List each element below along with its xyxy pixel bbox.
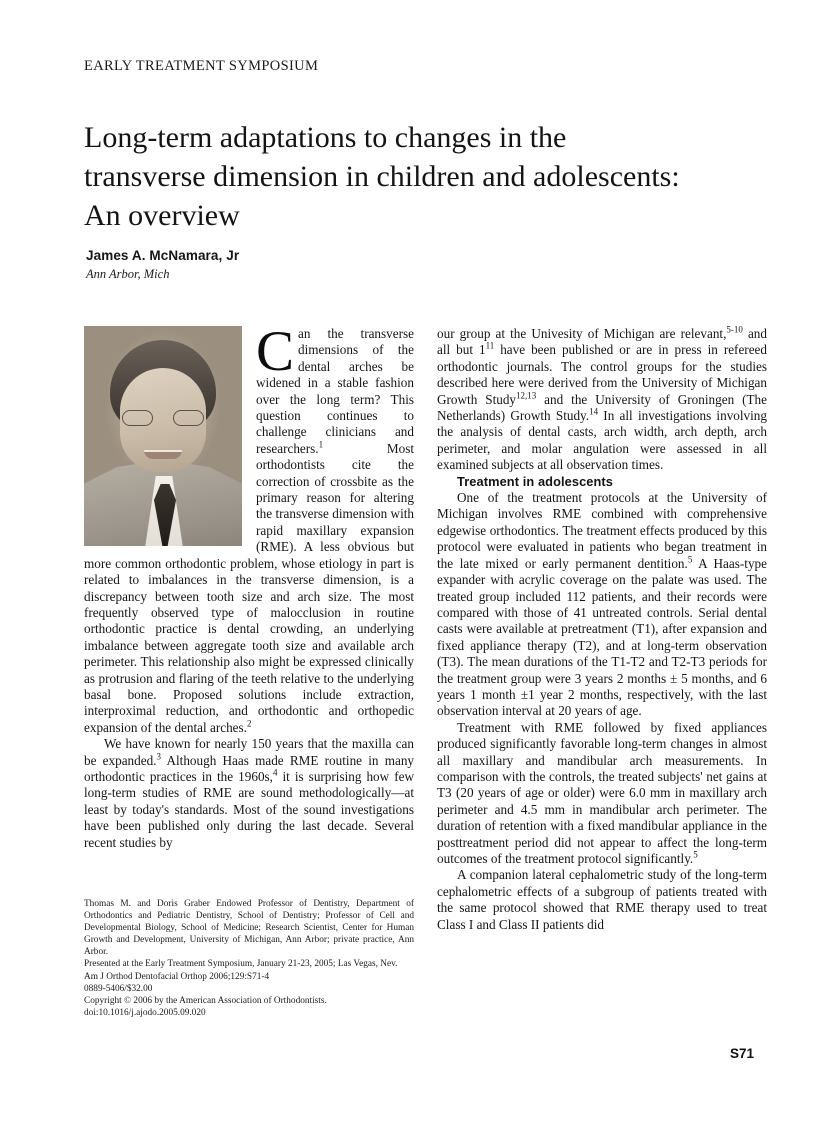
footnote-copyright: Copyright © 2006 by the American Association of Orthodontists. — [84, 995, 327, 1006]
paragraph-results — [437, 720, 767, 868]
body-column-right — [437, 326, 767, 933]
paragraph-results-text-a: Treatment with RME followed by fixed appliances produced significantly favorable long-term changes in almost all maxillary and mandibular arch measurements. In comparison with the controls, the treated subjects' net gains at T3 (20 years of age or older) were 6.0 mm in maxillary arch perimeter and 4.5 mm in mandibular arch perimeter. The duration of retention with a fixed mandibular appliance in the posttreatment period did not appear to affect the long-term outcomes of the treatment protocol significantly. — [437, 719, 767, 866]
paragraph-studies-text-b: and all but 1 — [437, 326, 767, 358]
eyeglasses-icon — [122, 410, 204, 427]
footnote-block — [84, 898, 414, 1019]
citation-ref-5-10: 5-10 — [726, 324, 743, 335]
paragraph-opening-text-cont: Most orthodontists cite the correction of crossbite as the primary reason for altering the transverse dimension with rapid maxillary expansion (RME). A less obvious but more common orthodontic problem, whose etiology in part is related to imbalances in the transverse dimension, is a discrepancy between tooth size and arch size. The most frequently observed type of malocclusion in routine orthodontic practice is dental crowding, an underlying imbalance between aggregate tooth size and available arch perimeter. This relationship also might be expressed clinically as protrusion and flaring of the teeth relative to the underlying basal bone. Proposed solutions include extraction, interproximal reduction, and orthodontic and orthopedic expansion of the dental arches. — [84, 440, 414, 735]
section-heading-treatment-in-adolescents: Treatment in adolescents — [457, 473, 614, 489]
paragraph-studies-text-a: our group at the Univesity of Michigan are relevant, — [437, 326, 727, 341]
footnote-issn-price: 0889-5406/$32.00 — [84, 983, 153, 994]
paragraph-companion-study: A companion lateral cephalometric study of the long-term cephalometric effects of a subgroup of patients treated with the same protocol showed that RME therapy used to treat Class I and Class II patients did — [437, 867, 767, 932]
author-name: James A. McNamara, Jr — [86, 248, 240, 263]
page-title: Long-term adaptations to changes in the transverse dimension in children and adolescents: An overview — [84, 121, 680, 232]
paragraph-protocol — [437, 490, 767, 720]
author-affiliation-city: Ann Arbor, Mich — [86, 267, 170, 281]
paragraph-opening-text: an the transverse dimensions of the dental arches be widened in a stable fashion over the long term? This question continues to challenge clinicians and researchers. — [256, 326, 414, 456]
body-column-left — [84, 320, 415, 851]
footnote-affiliation: Thomas M. and Doris Graber Endowed Professor of Dentistry, Department of Orthodontics and Pediatric Dentistry, School of Dentistry; Professor of Cell and Developmental Biology, School of Medicine; Research Scientist, Center for Human Growth and Development, University of Michigan, Ann Arbor; private practice, Ann Arbor. — [84, 899, 414, 958]
citation-ref-4: 4 — [272, 767, 278, 778]
paragraph-studies-text-e: In all investigations involving the analysis of dental casts, arch width, arch depth, arch perimeter, and molar angulation were assessed in all examined subjects at all observation times. — [437, 408, 767, 473]
photo-mouth-shape — [144, 450, 182, 459]
paragraph-history — [84, 736, 414, 851]
citation-ref-5b: 5 — [693, 849, 698, 860]
page-number: S71 — [729, 1046, 754, 1061]
paragraph-studies-text-c: have been published or are in press in refereed orthodontic journals. The control groups for the studies described here were derived from the University of Michigan Growth Study — [437, 342, 767, 407]
byline — [86, 248, 506, 282]
paragraph-history-text-c: it is surprising how few long-term studies of RME are sound methodologically—at least by today's standards. Most of the sound investigations have been published only during the last decade. Several recent studies by — [84, 768, 414, 850]
citation-ref-3: 3 — [156, 751, 161, 762]
citation-ref-12-13: 12,13 — [516, 390, 537, 401]
running-head: EARLY TREATMENT SYMPOSIUM — [84, 58, 319, 74]
paragraph-history-text-b: Although Haas made RME routine in many orthodontic practices in the 1960s, — [84, 752, 415, 784]
citation-ref-14: 14 — [589, 406, 599, 417]
footnote-doi: doi:10.1016/j.ajodo.2005.09.020 — [84, 1007, 206, 1018]
paragraph-protocol-text-b: A Haas-type expander with acrylic coverage on the palate was used. The treated group included 112 patients, and their records were compared with those of 41 untreated controls. Serial dental casts were available at pretreatment (T1), after expansion and fixed appliance therapy (T2), and at long-term observation (T3). The mean durations of the T1-T2 and T2-T3 periods for the treatment group were 3 years 2 months ± 5 months, and 6 years 1 month ±1 year 2 months, respectively, with the last observation interval at 20 years of age. — [437, 555, 767, 719]
footnote-journal-citation: Am J Orthod Dentofacial Orthop 2006;129:S71-4 — [84, 971, 270, 982]
paragraph-history-text-a: We have known for nearly 150 years that the maxilla can be expanded. — [84, 736, 414, 768]
drop-cap: C — [256, 320, 295, 383]
citation-ref-5a: 5 — [687, 554, 693, 565]
paragraph-protocol-text-a: One of the treatment protocols at the University of Michigan involves RME combined with comprehensive edgewise orthodontics. The treatment effects produced by this protocol were evaluated in patients who began treatment in the late mixed or early permanent dentition. — [437, 490, 767, 571]
citation-ref-1: 1 — [318, 439, 324, 450]
citation-ref-2: 2 — [246, 718, 252, 729]
footnote-presentation: Presented at the Early Treatment Symposium, January 21-23, 2005; Las Vegas, Nev. — [84, 959, 398, 970]
paragraph-studies-text-d: and the University of Groningen (The Netherlands) Growth Study. — [437, 391, 768, 424]
paragraph-studies — [437, 326, 767, 474]
citation-ref-11: 11 — [485, 341, 495, 352]
author-photo — [84, 326, 242, 546]
